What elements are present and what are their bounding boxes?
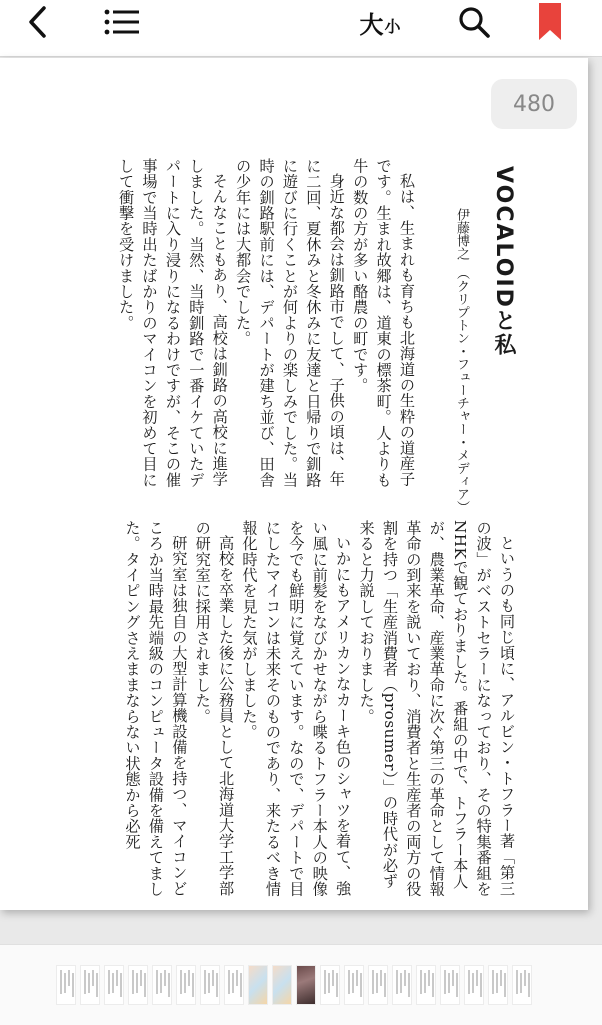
- chapter-title: VOCALOIDと私: [491, 166, 516, 357]
- text-block-lower: [88, 520, 518, 900]
- font-size-large-label: 大: [359, 10, 384, 39]
- thumbnail-text-line: [432, 973, 434, 997]
- thumbnail-text-line: [528, 973, 530, 997]
- thumbnail-text-line: [496, 973, 498, 993]
- thumbnail-text-line: [376, 973, 378, 993]
- paragraph: 高校を卒業した後に公務員として北海道大学工学部の研究室に採用されました。: [193, 520, 236, 897]
- thumbnail-text-line: [336, 973, 338, 997]
- font-size-small-label: 小: [384, 16, 401, 36]
- thumbnail-text-line: [60, 970, 62, 994]
- search-button[interactable]: [452, 0, 496, 44]
- chapter-author: 伊藤博之 （クリプトン・フューチャー・メディア）: [454, 208, 469, 514]
- page-thumbnail[interactable]: [128, 965, 148, 1005]
- thumbnail-text-line: [396, 970, 398, 994]
- thumbnail-text-line: [208, 973, 210, 993]
- thumbnail-text-line: [108, 970, 110, 994]
- thumbnail-text-line: [96, 973, 98, 997]
- page-thumbnail[interactable]: [344, 965, 364, 1005]
- text-block-upper: [88, 158, 418, 493]
- page-thumbnail[interactable]: [464, 965, 484, 1005]
- thumbnail-text-line: [424, 973, 426, 993]
- thumbnail-text-line: [144, 973, 146, 997]
- thumbnail-text-line: [236, 970, 238, 986]
- font-size-button[interactable]: [350, 0, 410, 44]
- thumbnail-text-line: [88, 973, 90, 993]
- thumbnail-text-line: [404, 970, 406, 986]
- thumbnail-text-line: [188, 970, 190, 986]
- thumbnail-text-line: [136, 973, 138, 993]
- paragraph: 身近な都会は釧路市でして、子供の頃は、年に二回、夏休みと冬休みに友達と日帰りで釧路に遊びに行くことが何よりの楽しみでした。当時の釧路駅前には、デパートが建ち並び、田舎の少年には大都会でした。: [234, 158, 346, 488]
- paragraph: というのも同じ頃に、アルビン・トフラー著「第三の波」がベストセラーになっており、その特集番組をNHKで観ておりました。番組の中で、トフラー本人が、農業革命、産業革命に次ぐ第三の革命として情報革命の到来を説いており、消費者と生産者の両方の役割を持つ「生産消費者（prosumer）」の時代が必ず来ると力説しておりました。: [357, 520, 516, 897]
- thumbnail-text-line: [64, 973, 66, 993]
- thumbnail-text-line: [212, 970, 214, 986]
- thumbnail-text-line: [132, 970, 134, 994]
- page-thumbnail[interactable]: [200, 965, 220, 1005]
- thumbnail-text-line: [216, 973, 218, 997]
- book-page: [0, 58, 588, 910]
- page-thumbnail[interactable]: [80, 965, 100, 1005]
- page-thumbnail[interactable]: [368, 965, 388, 1005]
- thumbnail-text-line: [116, 970, 118, 986]
- page-thumbnail[interactable]: [56, 965, 76, 1005]
- thumbnail-text-line: [228, 970, 230, 994]
- page-thumbnail[interactable]: [488, 965, 508, 1005]
- page-thumbnail[interactable]: [152, 965, 172, 1005]
- thumbnail-text-line: [520, 973, 522, 993]
- page-thumbnail[interactable]: [512, 965, 532, 1005]
- list-icon: [103, 8, 141, 36]
- thumbnail-text-line: [372, 970, 374, 994]
- thumbnail-text-line: [232, 973, 234, 993]
- thumbnail-text-line: [448, 973, 450, 993]
- paragraph: そんなこともあり、高校は釧路の高校に進学しました。当然、当時釧路で一番イケていたデパートに入り浸りになるわけですが、そこの催事場で当時出たばかりのマイコンを初めて目にして衝撃を受けました。: [117, 158, 229, 488]
- bookmark-icon: [538, 3, 562, 41]
- thumbnail-text-line: [332, 970, 334, 986]
- thumbnail-text-line: [168, 973, 170, 997]
- thumbnail-text-line: [468, 970, 470, 994]
- thumbnail-text-line: [420, 970, 422, 994]
- page-thumbnail[interactable]: [176, 965, 196, 1005]
- thumbnail-text-line: [408, 973, 410, 997]
- thumbnail-text-line: [140, 970, 142, 986]
- thumbnail-text-line: [444, 970, 446, 994]
- bookmark-button[interactable]: [530, 0, 570, 44]
- thumbnail-text-line: [84, 970, 86, 994]
- back-button[interactable]: [18, 0, 58, 44]
- page-thumbnail[interactable]: [320, 965, 340, 1005]
- thumbnail-text-line: [240, 973, 242, 997]
- thumbnail-text-line: [400, 973, 402, 993]
- thumbnail-text-line: [348, 970, 350, 994]
- page-number-badge: 480: [491, 79, 577, 129]
- thumbnail-text-line: [352, 973, 354, 993]
- thumbnail-text-line: [500, 970, 502, 986]
- thumbnail-text-line: [112, 973, 114, 993]
- thumbnail-text-line: [492, 970, 494, 994]
- thumbnail-text-line: [180, 970, 182, 994]
- search-icon: [457, 5, 491, 39]
- paragraph: 研究室は独自の大型計算機設備を持つ、マイコンどころか当時最先端級のコンピュータ設備を備えてました。タイピングさえままならない状態から必死: [123, 520, 189, 897]
- thumbnail-text-line: [324, 970, 326, 994]
- table-of-contents-button[interactable]: [100, 0, 144, 44]
- thumbnail-text-line: [120, 973, 122, 997]
- paragraph: いかにもアメリカンなカーキ色のシャツを着て、強い風に前髪をなびかせながら喋るトフラー本人の映像を今でも鮮明に覚えています。なので、デパートで目にしたマイコンは未来そのものであり、来たるべき情報化時代を見た気がしました。: [240, 520, 353, 897]
- thumbnail-text-line: [328, 973, 330, 993]
- thumbnail-text-line: [356, 970, 358, 986]
- top-toolbar: [0, 0, 602, 57]
- thumbnail-text-line: [504, 973, 506, 997]
- page-thumbnail[interactable]: [248, 965, 268, 1005]
- thumbnail-text-line: [524, 970, 526, 986]
- thumbnail-text-line: [184, 973, 186, 993]
- thumbnail-text-line: [360, 973, 362, 997]
- thumbnail-text-line: [456, 973, 458, 997]
- page-thumbnail-strip: [0, 944, 602, 1025]
- page-thumbnail[interactable]: [392, 965, 412, 1005]
- page-thumbnail[interactable]: [104, 965, 124, 1005]
- thumbnail-text-line: [480, 973, 482, 997]
- page-thumbnail[interactable]: [224, 965, 244, 1005]
- thumbnail-text-line: [384, 973, 386, 997]
- paragraph: 私は、生まれも育ちも北海道の生粋の道産子です。生まれ故郷は、道東の標茶町。人よりも牛の数の方が多い酪農の町です。: [351, 158, 416, 488]
- chevron-left-icon: [26, 4, 50, 40]
- thumbnail-text-line: [476, 970, 478, 986]
- thumbnail-text-line: [164, 970, 166, 986]
- thumbnail-text-line: [156, 970, 158, 994]
- thumbnail-text-line: [92, 970, 94, 986]
- thumbnail-text-line: [192, 973, 194, 997]
- thumbnail-text-line: [204, 970, 206, 994]
- thumbnail-text-line: [380, 970, 382, 986]
- page-thumbnail[interactable]: [296, 965, 316, 1005]
- page-thumbnail[interactable]: [416, 965, 436, 1005]
- thumbnail-text-line: [516, 970, 518, 994]
- thumbnail-text-line: [68, 970, 70, 986]
- thumbnail-text-line: [160, 973, 162, 993]
- page-thumbnail[interactable]: [272, 965, 292, 1005]
- page-thumbnail[interactable]: [440, 965, 460, 1005]
- thumbnail-text-line: [472, 973, 474, 993]
- thumbnail-text-line: [72, 973, 74, 997]
- thumbnail-list: [56, 965, 536, 1005]
- thumbnail-text-line: [452, 970, 454, 986]
- thumbnail-text-line: [428, 970, 430, 986]
